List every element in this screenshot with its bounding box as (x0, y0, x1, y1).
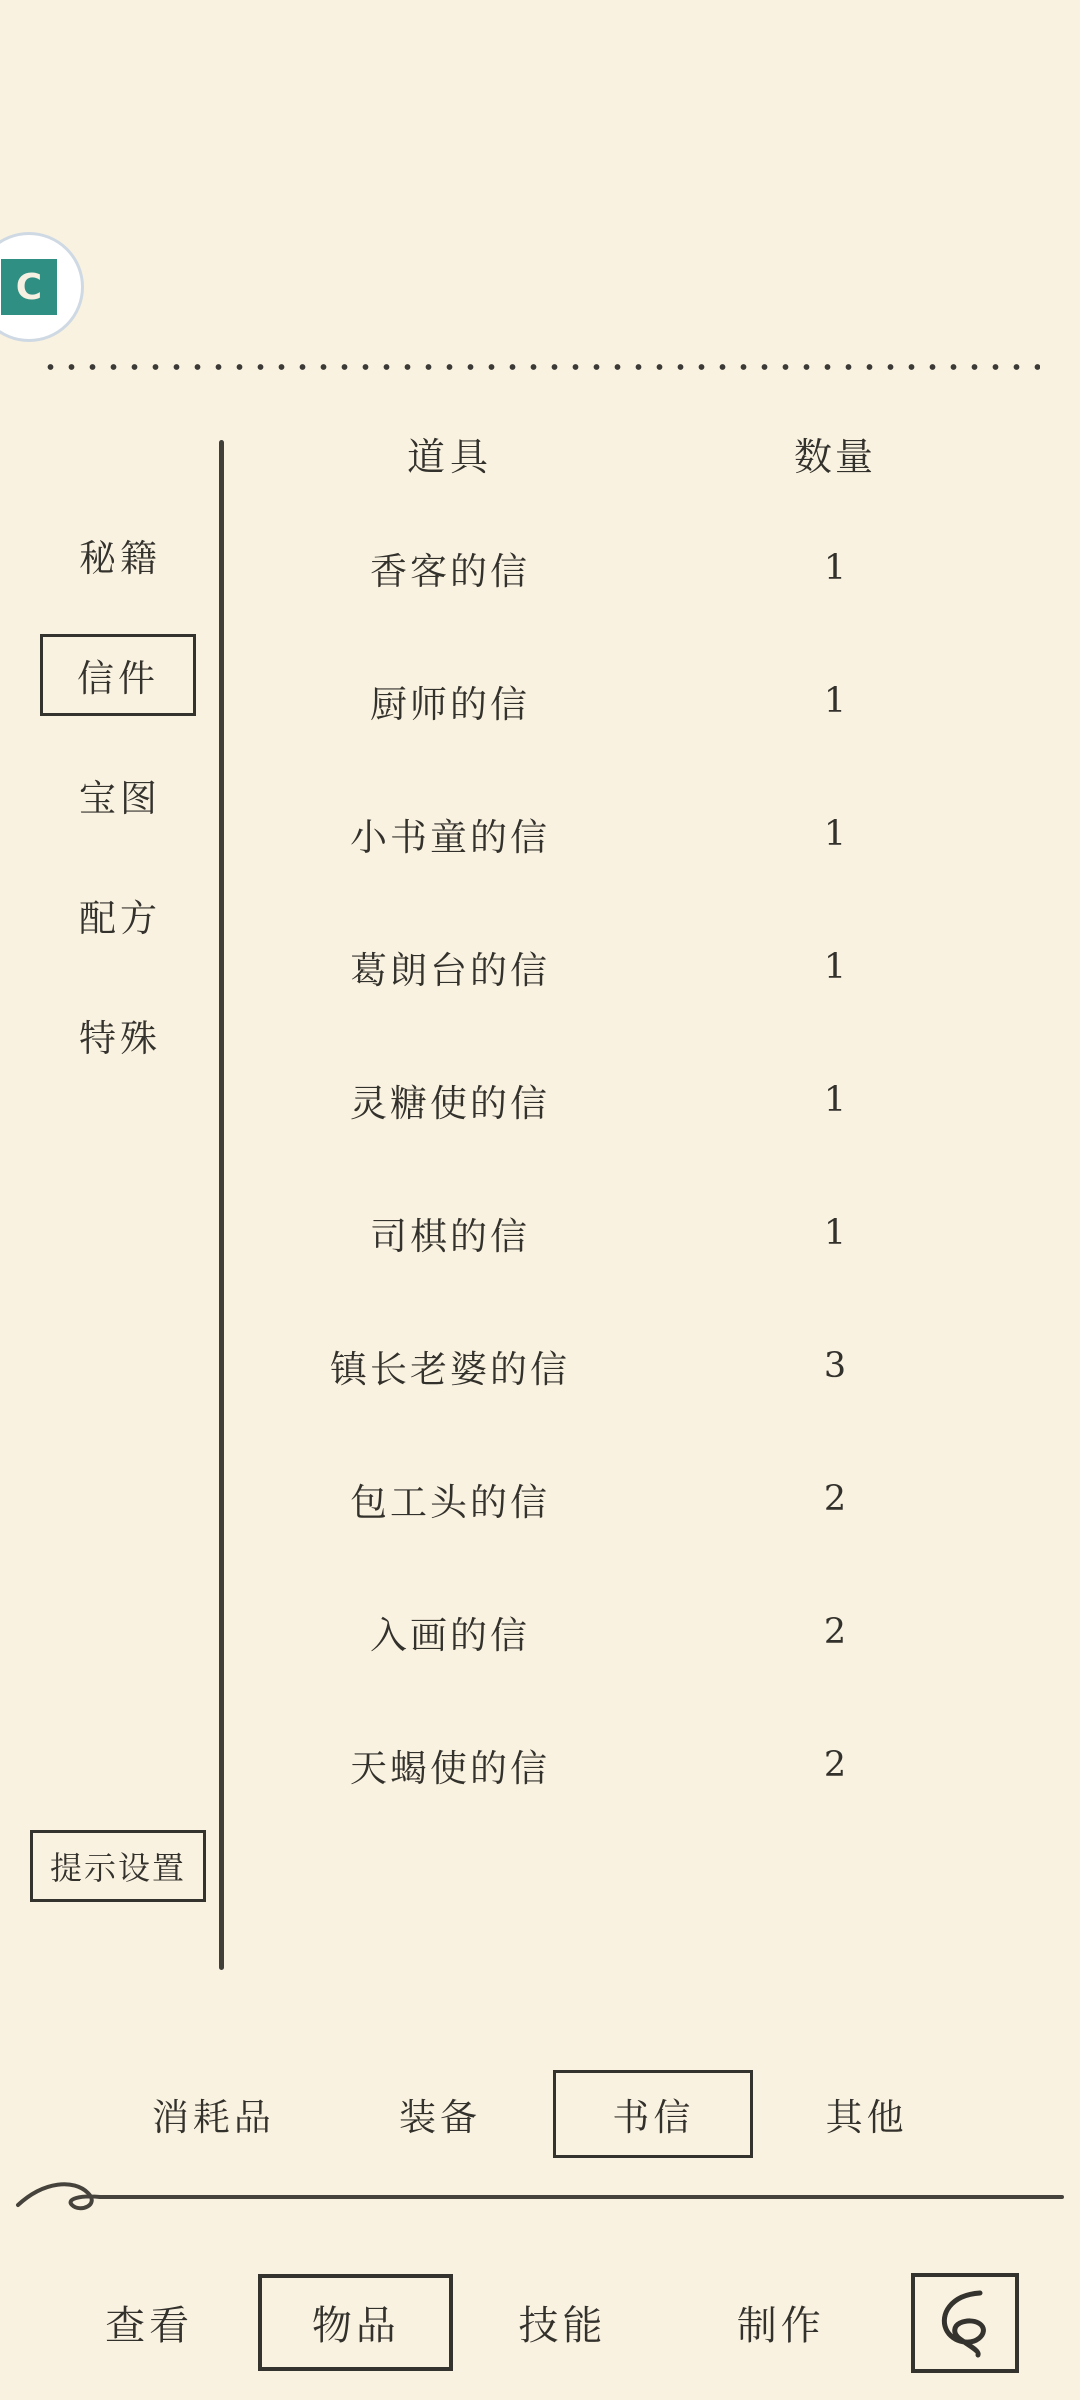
sidebar-item-letters[interactable] (40, 634, 196, 716)
nav-item-label: 物品 (311, 2303, 400, 2349)
column-header-name: 道具 (406, 434, 493, 479)
nav-item-label: 制作 (736, 2303, 825, 2349)
sidebar-item-special[interactable] (30, 975, 210, 1095)
vertical-separator (219, 440, 224, 1970)
tab-label: 消耗品 (151, 2096, 275, 2139)
item-name: 天蝎使的信 (350, 1746, 550, 1790)
table-row[interactable] (230, 501, 1060, 634)
recorder-icon: C (1, 259, 57, 315)
nav-item-label: 技能 (518, 2303, 607, 2349)
hint-settings-label: 提示设置 (49, 1849, 186, 1887)
item-qty: 1 (823, 680, 847, 721)
item-qty: 1 (823, 547, 847, 588)
table-row[interactable] (230, 1565, 1060, 1698)
nav-item-label: 查看 (105, 2303, 194, 2349)
table-row[interactable] (230, 1698, 1060, 1831)
item-qty: 1 (823, 813, 847, 854)
tab-label: 书信 (612, 2096, 695, 2139)
sidebar-item-manual[interactable] (30, 495, 210, 615)
tab-letters[interactable] (553, 2070, 753, 2158)
sidebar-item-label: 秘籍 (79, 537, 161, 580)
item-qty: 1 (823, 946, 847, 987)
dotted-divider (40, 362, 1040, 372)
item-qty: 3 (823, 1345, 847, 1386)
item-name: 灵糖使的信 (350, 1081, 550, 1125)
tab-label: 装备 (399, 2096, 481, 2139)
item-name: 入画的信 (370, 1613, 530, 1657)
hint-settings-button[interactable] (30, 1830, 206, 1902)
filter-tabs (100, 2070, 980, 2158)
item-qty: 2 (823, 1478, 847, 1519)
item-qty: 2 (823, 1611, 847, 1652)
tab-consumables[interactable] (100, 2073, 327, 2155)
table-row[interactable] (230, 634, 1060, 767)
item-name: 葛朗台的信 (350, 948, 550, 992)
table-row[interactable] (230, 1033, 1060, 1166)
item-name: 镇长老婆的信 (330, 1347, 570, 1391)
sidebar-item-recipe[interactable] (30, 855, 210, 975)
tab-equipment[interactable] (327, 2073, 554, 2155)
table-row[interactable] (230, 767, 1060, 900)
nav-item-craft[interactable] (672, 2278, 890, 2367)
item-name: 包工头的信 (350, 1480, 550, 1524)
back-arrow-icon (930, 2285, 1000, 2361)
table-header-row (230, 405, 1060, 501)
item-table (230, 405, 1060, 1831)
column-header-qty: 数量 (793, 434, 876, 479)
table-row[interactable] (230, 900, 1060, 1033)
category-list (30, 495, 210, 1095)
sidebar-item-label: 宝图 (79, 777, 161, 820)
item-name: 厨师的信 (370, 682, 530, 726)
item-qty: 1 (823, 1212, 847, 1253)
back-button[interactable] (890, 2273, 1040, 2373)
item-qty: 2 (823, 1744, 847, 1785)
tab-other[interactable] (753, 2073, 980, 2155)
sidebar-item-label: 特殊 (79, 1017, 161, 1060)
nav-item-view[interactable] (40, 2278, 258, 2367)
item-qty: 1 (823, 1079, 847, 1120)
recorder-badge[interactable] (0, 232, 84, 342)
sidebar-item-treasure-map[interactable] (30, 735, 210, 855)
table-row[interactable] (230, 1299, 1060, 1432)
item-name: 香客的信 (370, 549, 530, 593)
tab-label: 其他 (825, 2096, 908, 2139)
sidebar-item-label: 信件 (77, 657, 159, 700)
squiggle-divider (14, 2175, 1066, 2215)
back-button-frame (911, 2273, 1019, 2373)
nav-item-items[interactable] (258, 2274, 453, 2371)
sidebar-item-label: 配方 (79, 897, 161, 940)
nav-item-skills[interactable] (453, 2278, 671, 2367)
item-name: 小书童的信 (350, 815, 550, 859)
table-row[interactable] (230, 1166, 1060, 1299)
item-name: 司棋的信 (370, 1214, 530, 1258)
table-row[interactable] (230, 1432, 1060, 1565)
bottom-nav (0, 2245, 1080, 2400)
